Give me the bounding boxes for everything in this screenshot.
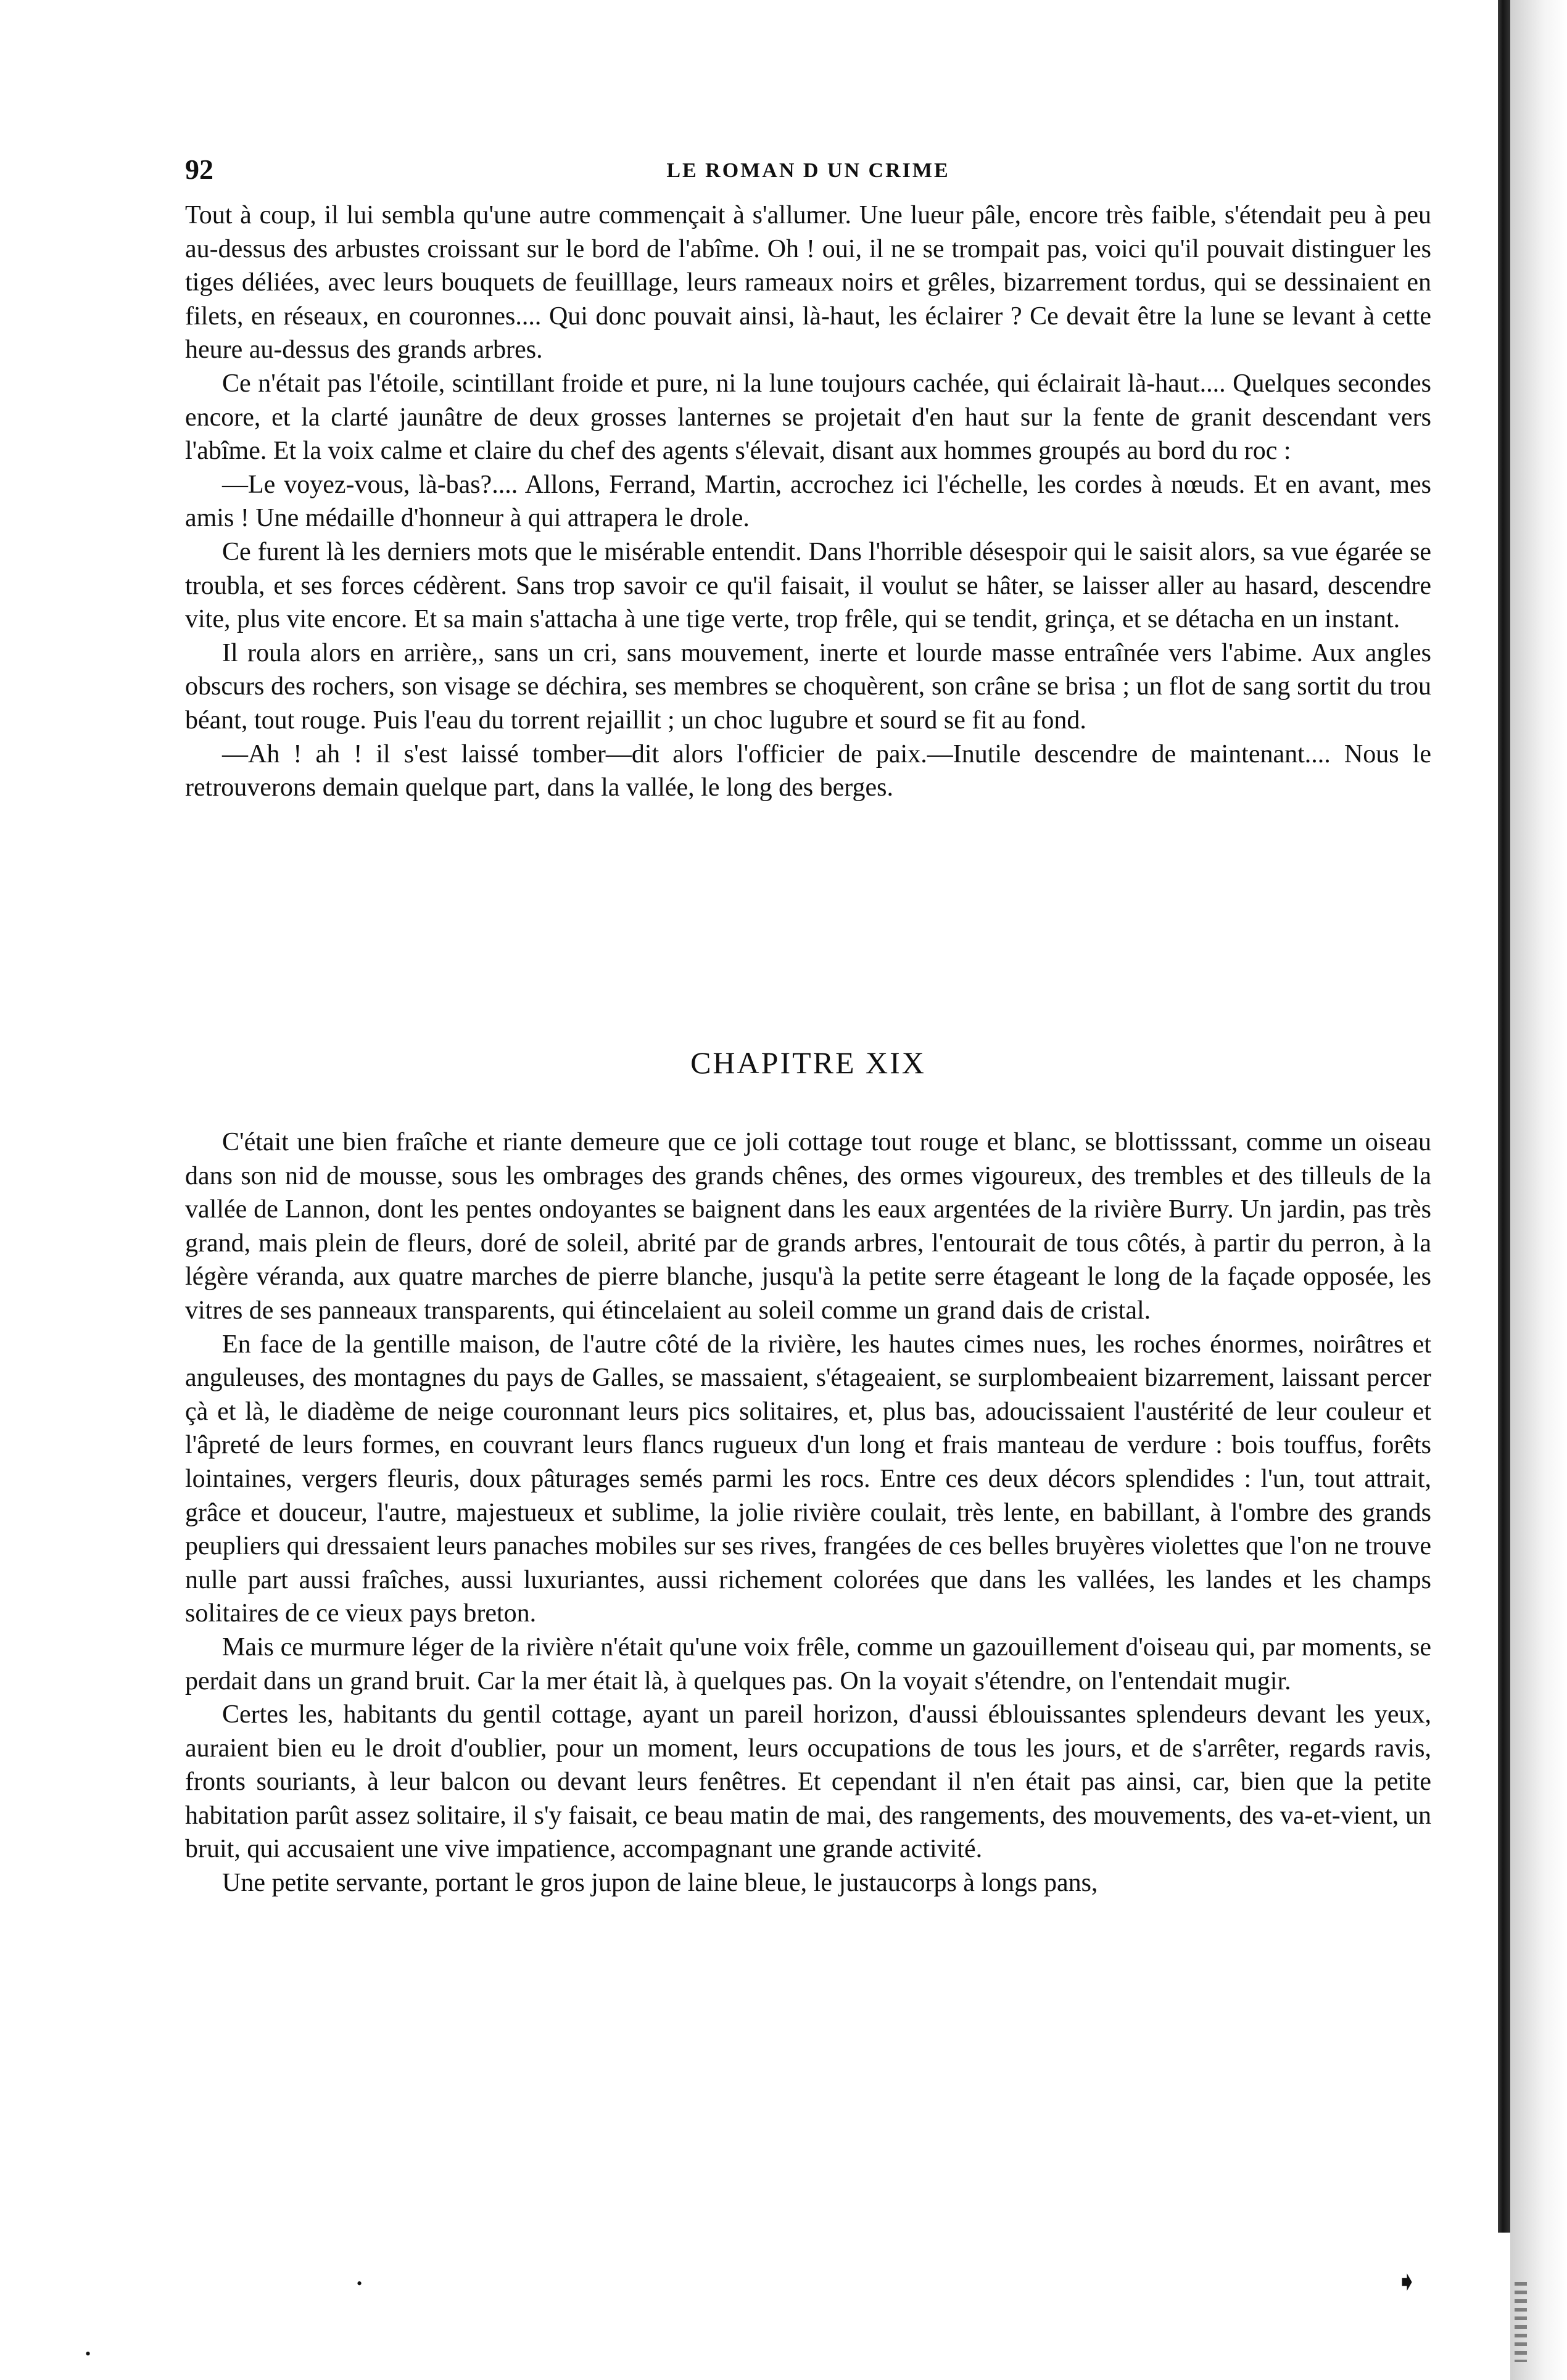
paragraph: Tout à coup, il lui sembla qu'une autre commençait à s'allumer. Une lueur pâle, encore très faible, s'étendait peu à peu au-dessus des arbustes croissant sur le bord de l'abîme. Oh ! oui, il ne se trompait pas, voici qu'il pouvait distinguer les tiges déliées, avec leurs bouquets de feuilllage, leurs rameaux noirs et grêles, bizarrement tordus, qui se dessinaient en filets, en réseaux, en couronnes.... Qui donc pouvait ainsi, là-haut, les éclairer ? Ce devait être la lune se levant à cette heure au-dessus des grands arbres.	[185, 201, 1431, 364]
ink-dot-icon: •	[85, 2345, 91, 2363]
edge-ink-marks	[1515, 2282, 1527, 2362]
paragraph: —Ah ! ah ! il s'est laissé tomber—dit alors l'officier de paix.—Inutile descendre de maintenant.... Nous le retrouverons demain quelque part, dans la vallée, le long des berges.	[185, 739, 1431, 802]
binding-edge-rule	[1498, 0, 1510, 2233]
chapter-title: CHAPITRE XIX	[690, 1045, 926, 1080]
page-header	[185, 151, 1431, 188]
paragraph: En face de la gentille maison, de l'autre côté de la rivière, les hautes cimes nues, les roches énormes, noirâtres et anguleuses, des montagnes du pays de Galles, se massaient, s'étageaient, se surplombeaient bizarrement, laissant percer çà et là, le diadème de neige couronnant leurs pics solitaires, et, plus bas, adoucissaient l'austérité de leur couleur et l'âpreté de leurs formes, en couvrant leurs flancs rugueux d'un long et frais manteau de verdure : bois touffus, forêts lointaines, vergers fleuris, doux pâturages semés parmi les rocs. Entre ces deux décors splendides : l'un, tout attrait, grâce et douceur, l'autre, majestueux et sublime, la jolie rivière coulait, très lente, en babillant, à l'ombre des grands peupliers qui dressaient leurs panaches mobiles sur ses rives, frangées de ces belles bruyères violettes que l'on ne trouve nulle part aussi fraîches, aussi luxuriantes, aussi richement colorées que dans les vallées, les landes et les champs solitaires de ce vieux pays breton.	[185, 1330, 1431, 1628]
page-edge-shadow	[1510, 0, 1567, 2380]
chapter-xviii-ending	[185, 199, 1431, 805]
paragraph: Ce furent là les derniers mots que le misérable entendit. Dans l'horrible désespoir qui le saisit alors, sa vue égarée se troubla, et ses forces cédèrent. Sans trop savoir ce qu'il faisait, il voulut se hâter, se laisser aller au hasard, descendre vite, plus vite encore. Et sa main s'attacha à une tige verte, trop frêle, qui se tendit, grinça, et se détacha en un instant.	[185, 537, 1431, 634]
paragraph: Une petite servante, portant le gros jupon de laine bleue, le justaucorps à longs pans,	[222, 1869, 1098, 1898]
ink-dot-icon: •	[357, 2275, 363, 2292]
paragraph: C'était une bien fraîche et riante demeure que ce joli cottage tout rouge et blanc, se blottisssant, comme un oiseau dans son nid de mousse, sous les ombrages des grands chênes, des ormes vigoureux, des trembles et des tilleuls de la vallée de Lannon, dont les pentes ondoyantes se baignent dans les eaux argentées de la rivière Burry. Un jardin, pas très grand, mais plein de fleurs, doré de soleil, abrité par de grands arbres, l'entourait de tous côtés, à partir du perron, à la légère véranda, aux quatre marches de pierre blanche, jusqu'à la petite serre étageant le long de la façade opposée, les vitres de ses panneaux transparents, qui étincelaient au soleil comme un grand dais de cristal.	[185, 1128, 1431, 1325]
paragraph: Il roula alors en arrière,, sans un cri, sans mouvement, inerte et lourde masse entraînée vers l'abime. Aux angles obscurs des rochers, son visage se déchira, ses membres se choquèrent, son crâne se brisa ; un flot de sang sortit du trou béant, tout rouge. Puis l'eau du torrent rejaillit ; un choc lugubre et sourd se fit au fond.	[185, 638, 1431, 735]
paragraph: Ce n'était pas l'étoile, scintillant froide et pure, ni la lune toujours cachée, qui éclairait là-haut.... Quelques secondes encore, et la clarté jaunâtre de deux grosses lanternes se projetait d'en haut sur la fente de granit descendant vers l'abîme. Et la voix calme et claire du chef des agents s'élevait, disant aux hommes groupés au bord du roc :	[185, 369, 1431, 466]
running-title: LE ROMAN D UN CRIME	[666, 159, 950, 182]
chapter-xix-body	[185, 1126, 1431, 1900]
arrow-mark-icon: ➧	[1395, 2267, 1418, 2297]
paragraph: Certes les, habitants du gentil cottage, ayant un pareil horizon, d'aussi éblouissantes splendeurs devant les yeux, auraient bien eu le droit d'oublier, pour un moment, leurs occupations de tous les jours, et de s'arrêter, regards ravis, fronts souriants, à leur balcon ou devant leurs fenêtres. Et cependant il n'en était pas ainsi, car, bien que la petite habitation parût assez solitaire, il s'y faisait, ce beau matin de mai, des rangements, des mouvements, des va-et-vient, un bruit, qui accusaient une vive impatience, accompagnant une grande activité.	[185, 1700, 1431, 1864]
page-number: 92	[185, 154, 213, 185]
paragraph: —Le voyez-vous, là-bas?.... Allons, Ferrand, Martin, accrochez ici l'échelle, les cordes à nœuds. Et en avant, mes amis ! Une médaille d'honneur à qui attrapera le drole.	[185, 470, 1431, 533]
paragraph: Mais ce murmure léger de la rivière n'était qu'une voix frêle, comme un gazouillement d'oiseau qui, par moments, se perdait dans un grand bruit. Car la mer était là, à quelques pas. On la voyait s'étendre, on l'entendait mugir.	[185, 1633, 1431, 1695]
